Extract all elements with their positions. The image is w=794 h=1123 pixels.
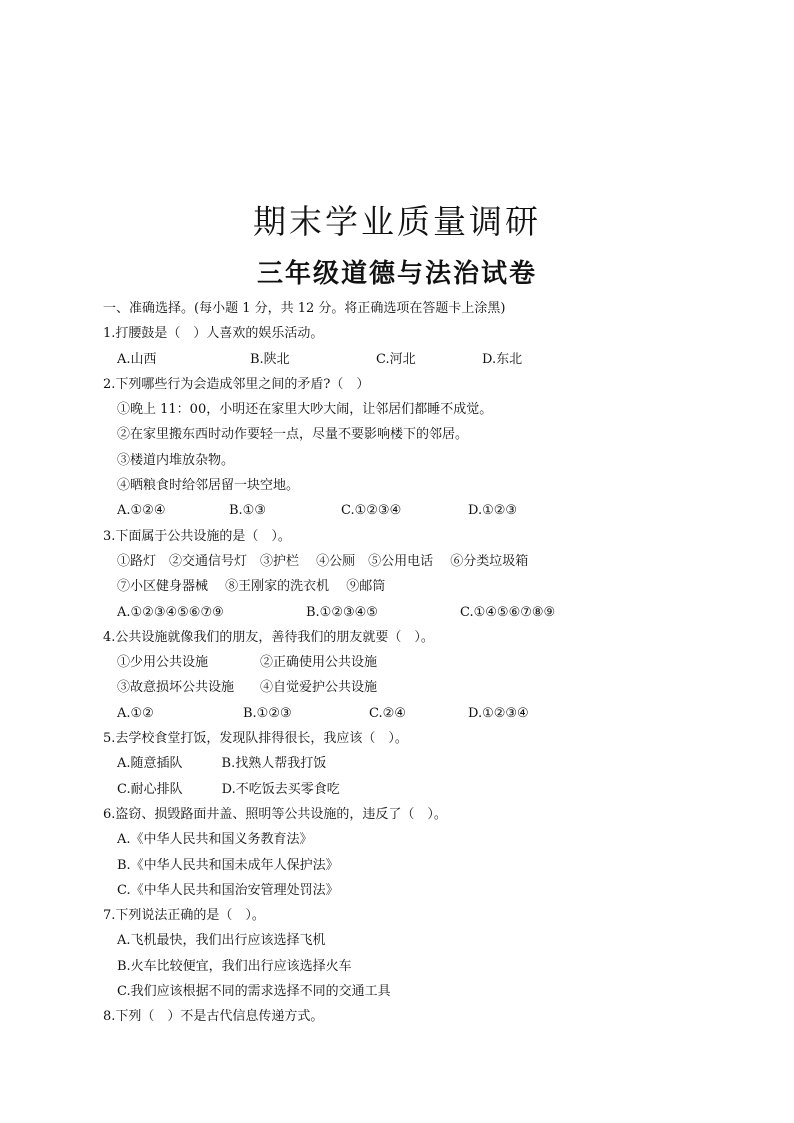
option-b: B.①②③④⑤ <box>306 604 378 620</box>
option-b: B.陕北 <box>250 351 290 367</box>
exam-title: 期末学业质量调研 <box>253 202 541 241</box>
option-b: B.①②③ <box>243 705 292 721</box>
question-2-item: ①晚上 11：00，小明还在家里大吵大闹，让邻居们都睡不成觉。 <box>117 402 493 418</box>
option-c: C.①②③④ <box>341 503 402 519</box>
option-c: C.②④ <box>369 705 406 721</box>
question-6-option: A.《中华人民共和国义务教育法》 <box>117 832 313 848</box>
question-3-item: ⑦小区健身器械 ⑧王刚家的洗衣机 ⑨邮筒 <box>117 579 386 595</box>
question-1-stem: 1.打腰鼓是（ ）人喜欢的娱乐活动。 <box>103 326 324 342</box>
question-3-stem: 3.下面属于公共设施的是（ ）。 <box>103 528 291 544</box>
question-8-stem: 8.下列（ ）不是古代信息传递方式。 <box>103 1009 324 1025</box>
question-5-options-row: C.耐心排队 D.不吃饭去买零食吃 <box>117 781 340 797</box>
question-7-option: A.飞机最快，我们出行应该选择飞机 <box>117 933 326 949</box>
option-c: C.①④⑤⑥⑦⑧⑨ <box>460 604 556 620</box>
option-a: A.①② <box>117 705 154 721</box>
question-2-item: ②在家里搬东西时动作要轻一点，尽量不要影响楼下的邻居。 <box>117 427 469 443</box>
option-a: A.①②③④⑤⑥⑦⑨ <box>117 604 224 620</box>
question-5-options-row: A.随意插队 B.找熟人帮我打饭 <box>117 756 327 772</box>
option-d: D.①②③ <box>468 503 518 519</box>
option-a: A.①②④ <box>117 503 166 519</box>
question-3-item: ①路灯 ②交通信号灯 ③护栏 ④公厕 ⑤公用电话 ⑥分类垃圾箱 <box>117 553 529 569</box>
option-d: D.①②③④ <box>468 705 529 721</box>
question-2-stem: 2.下列哪些行为会造成邻里之间的矛盾?（ ） <box>103 376 370 392</box>
question-1-options <box>103 347 763 372</box>
question-7-option: C.我们应该根据不同的需求选择不同的交通工具 <box>117 984 391 1000</box>
exam-subtitle: 三年级道德与法治试卷 <box>256 259 537 289</box>
question-4-options <box>103 701 763 726</box>
question-7-option: B.火车比较便宜，我们出行应该选择火车 <box>117 958 352 974</box>
question-2-item: ④晒粮食时给邻居留一块空地。 <box>117 478 300 494</box>
question-5-stem: 5.去学校食堂打饭，发现队排得很长，我应该（ ）。 <box>103 731 408 747</box>
question-6-stem: 6.盗窃、损毁路面井盖、照明等公共设施的，违反了（ ）。 <box>103 806 447 822</box>
question-2-item: ③楼道内堆放杂物。 <box>117 452 235 468</box>
question-6-option: B.《中华人民共和国未成年人保护法》 <box>117 857 339 873</box>
exam-content <box>103 296 763 1030</box>
option-d: D.东北 <box>482 351 523 367</box>
question-6-option: C.《中华人民共和国治安管理处罚法》 <box>117 882 339 898</box>
question-4-item: ③故意损坏公共设施 ④自觉爱护公共设施 <box>117 680 378 696</box>
option-b: B.①③ <box>229 503 266 519</box>
question-2-options <box>103 498 763 523</box>
question-3-options <box>103 600 763 625</box>
option-c: C.河北 <box>376 351 416 367</box>
question-4-stem: 4.公共设施就像我们的朋友，善待我们的朋友就要（ ）。 <box>103 629 434 645</box>
option-a: A.山西 <box>117 351 157 367</box>
section-heading: 一、准确选择。(每小题 1 分，共 12 分。将正确选项在答题卡上涂黑) <box>103 301 506 316</box>
question-4-item: ①少用公共设施 ②正确使用公共设施 <box>117 655 378 671</box>
question-7-stem: 7.下列说法正确的是（ ）。 <box>103 908 265 924</box>
